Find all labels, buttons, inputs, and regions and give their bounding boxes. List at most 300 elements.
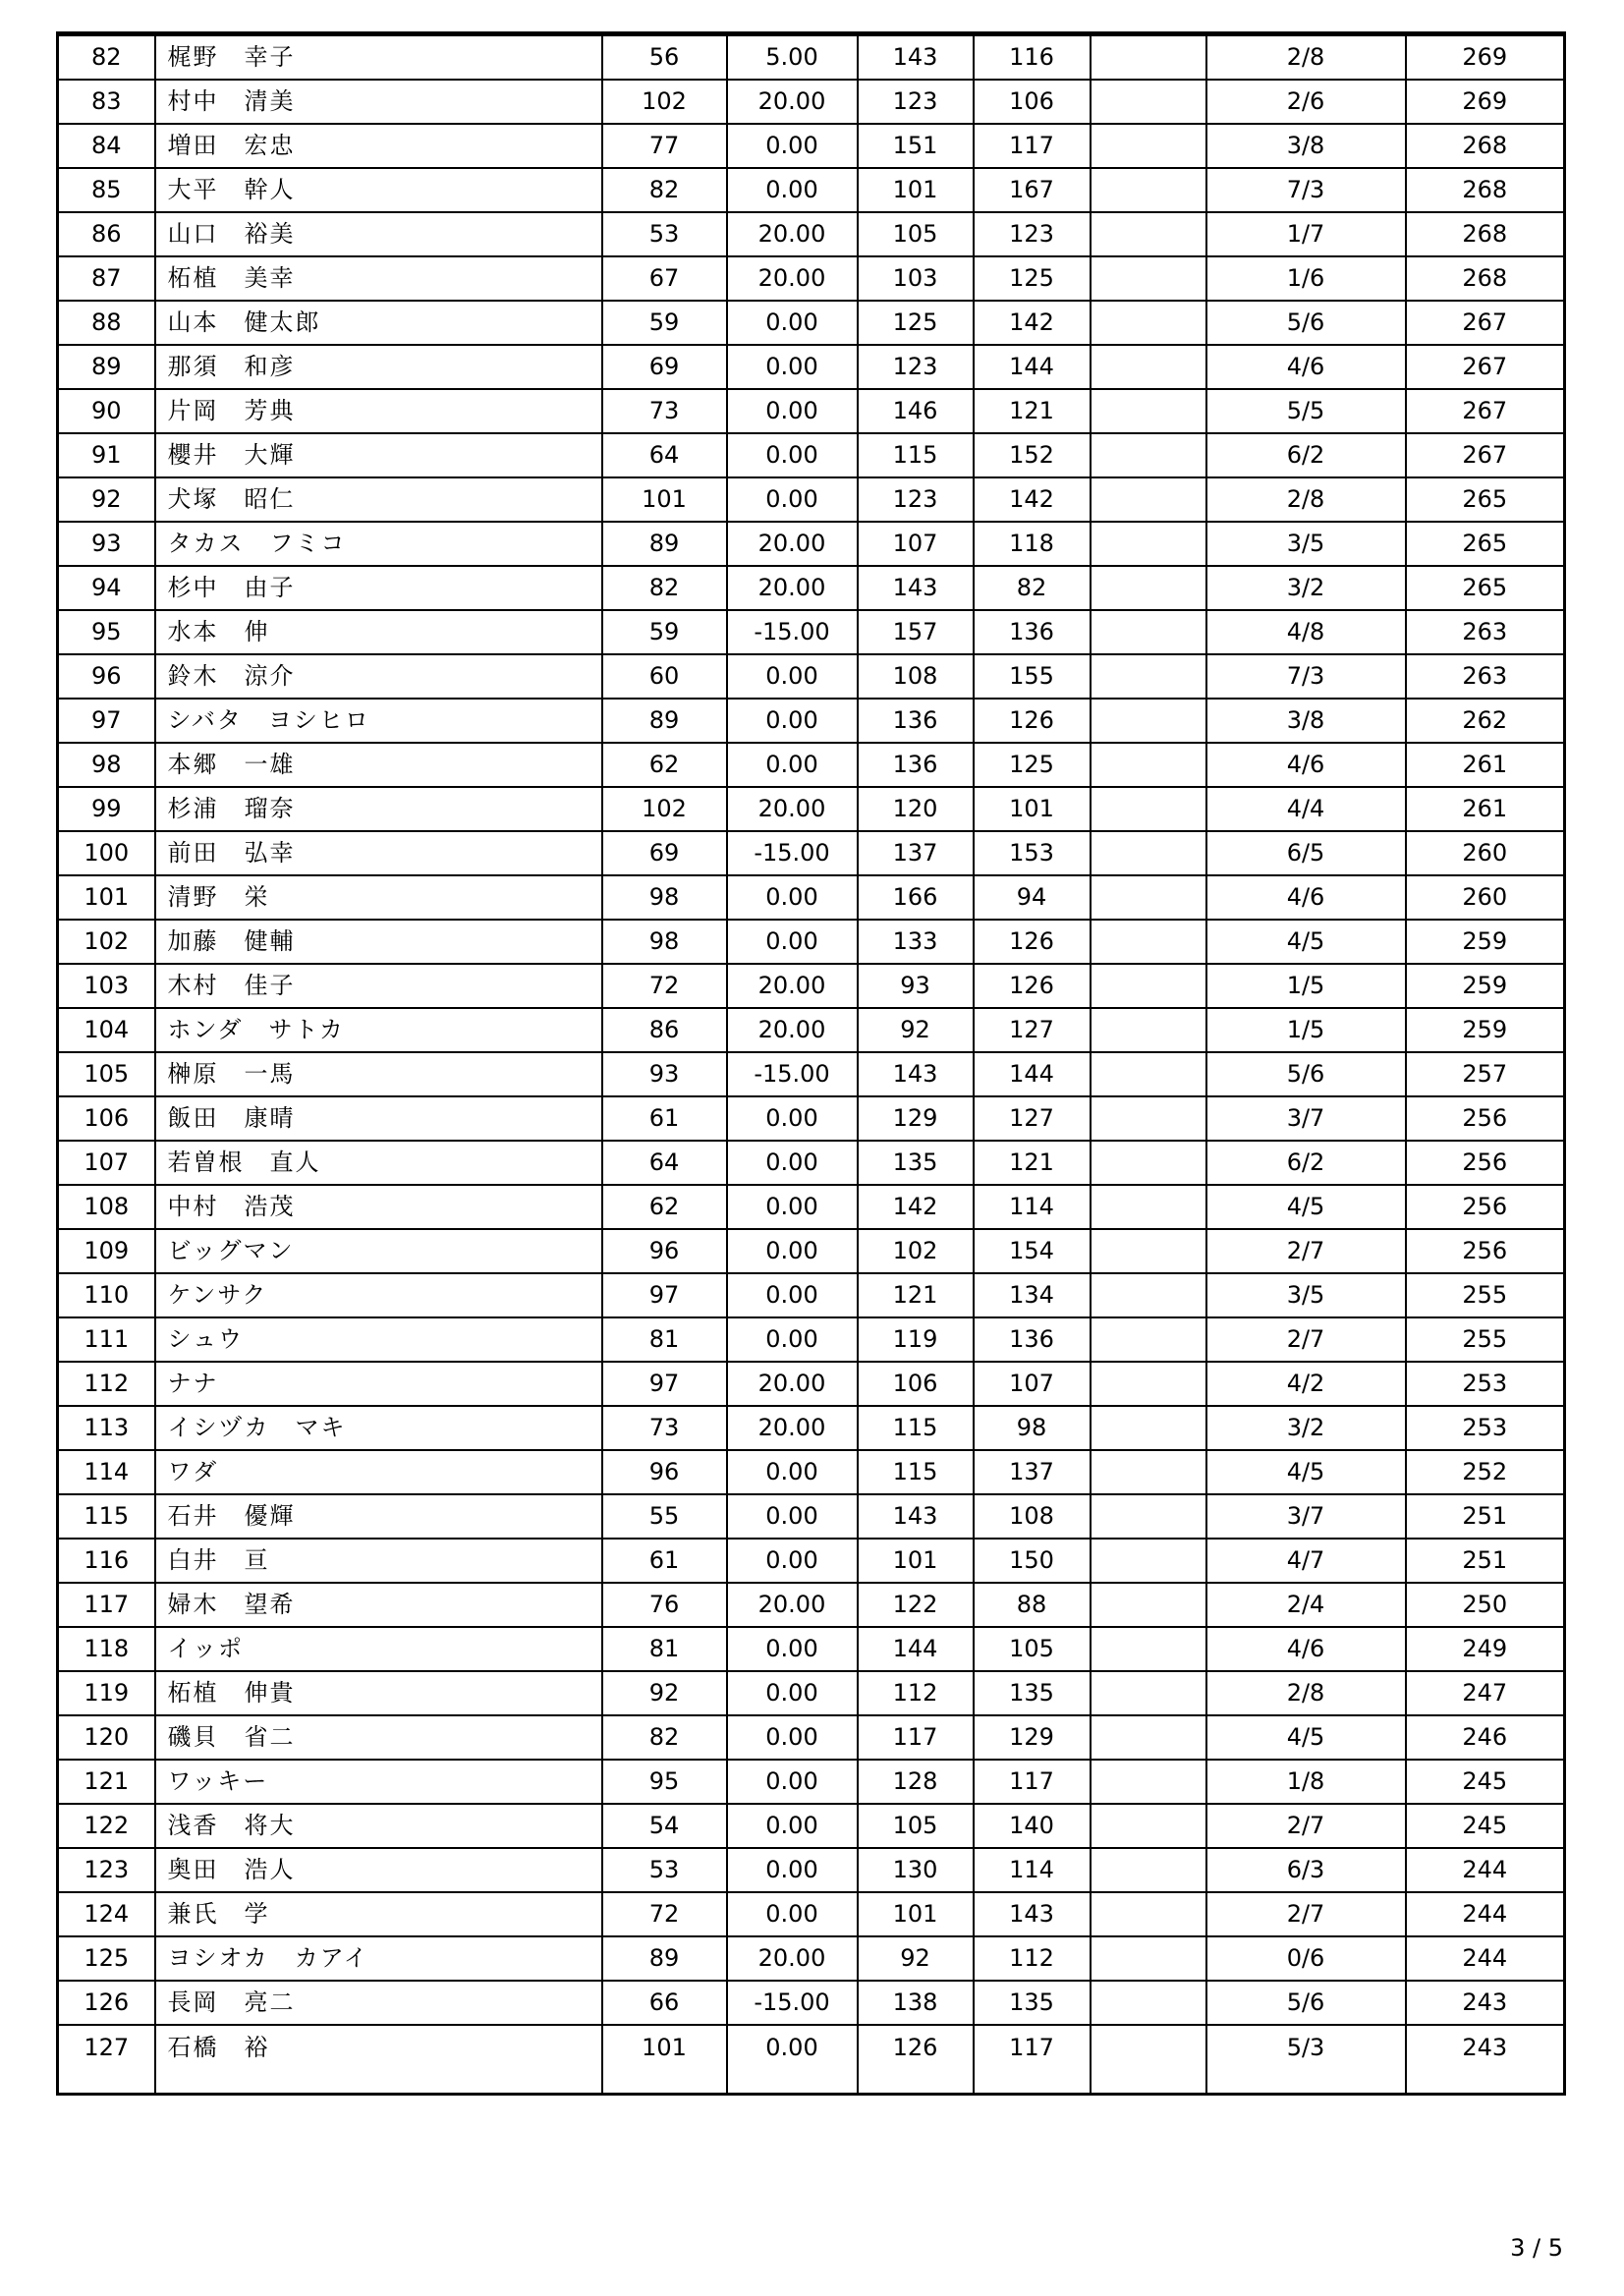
score-a-cell: 76	[602, 1583, 727, 1627]
score-c-cell: 105	[858, 1804, 974, 1848]
table-body	[58, 34, 1565, 2095]
table-row	[58, 566, 1565, 610]
blank-cell	[1091, 34, 1206, 81]
total-cell: 244	[1406, 1848, 1565, 1892]
score-c-cell: 123	[858, 477, 974, 522]
total-cell: 263	[1406, 610, 1565, 654]
score-a-cell: 101	[602, 477, 727, 522]
name-cell: 梶野 幸子	[155, 34, 602, 81]
ratio-cell: 5/6	[1206, 301, 1406, 345]
score-a-cell: 53	[602, 212, 727, 256]
name-cell: シュウ	[155, 1317, 602, 1362]
rank-cell: 113	[58, 1406, 155, 1450]
ratio-cell: 4/2	[1206, 1362, 1406, 1406]
score-a-cell: 82	[602, 168, 727, 212]
table-row	[58, 477, 1565, 522]
handicap-cell: 0.00	[727, 1317, 858, 1362]
rank-cell: 102	[58, 920, 155, 964]
handicap-cell: 0.00	[727, 389, 858, 433]
table-row	[58, 1317, 1565, 1362]
score-c-cell: 123	[858, 80, 974, 124]
total-cell: 267	[1406, 389, 1565, 433]
score-a-cell: 54	[602, 1804, 727, 1848]
score-c-cell: 115	[858, 1450, 974, 1494]
ratio-cell: 2/8	[1206, 477, 1406, 522]
score-a-cell: 98	[602, 875, 727, 920]
handicap-cell: 0.00	[727, 743, 858, 787]
handicap-cell: 0.00	[727, 345, 858, 389]
total-cell: 251	[1406, 1539, 1565, 1583]
blank-cell	[1091, 1804, 1206, 1848]
handicap-cell: -15.00	[727, 1981, 858, 2025]
score-d-cell: 154	[974, 1229, 1091, 1273]
blank-cell	[1091, 477, 1206, 522]
blank-cell	[1091, 787, 1206, 831]
blank-cell	[1091, 831, 1206, 875]
table-row	[58, 920, 1565, 964]
total-cell: 250	[1406, 1583, 1565, 1627]
ratio-cell: 4/7	[1206, 1539, 1406, 1583]
score-c-cell: 126	[858, 2025, 974, 2095]
score-a-cell: 59	[602, 301, 727, 345]
table-row	[58, 654, 1565, 699]
ratio-cell: 4/5	[1206, 1450, 1406, 1494]
score-a-cell: 59	[602, 610, 727, 654]
blank-cell	[1091, 124, 1206, 168]
name-cell: 鈴木 涼介	[155, 654, 602, 699]
score-d-cell: 143	[974, 1892, 1091, 1936]
score-c-cell: 102	[858, 1229, 974, 1273]
name-cell: ヨシオカ カアイ	[155, 1936, 602, 1981]
blank-cell	[1091, 1317, 1206, 1362]
total-cell: 265	[1406, 477, 1565, 522]
name-cell: 磯貝 省二	[155, 1715, 602, 1760]
ratio-cell: 3/8	[1206, 124, 1406, 168]
handicap-cell: 0.00	[727, 1671, 858, 1715]
score-c-cell: 101	[858, 168, 974, 212]
ratio-cell: 4/5	[1206, 1715, 1406, 1760]
ratio-cell: 4/6	[1206, 743, 1406, 787]
score-c-cell: 122	[858, 1583, 974, 1627]
blank-cell	[1091, 2025, 1206, 2095]
ratio-cell: 2/4	[1206, 1583, 1406, 1627]
name-cell: 前田 弘幸	[155, 831, 602, 875]
ratio-cell: 7/3	[1206, 168, 1406, 212]
score-c-cell: 93	[858, 964, 974, 1008]
rank-cell: 100	[58, 831, 155, 875]
total-cell: 255	[1406, 1273, 1565, 1317]
score-c-cell: 143	[858, 566, 974, 610]
rank-cell: 98	[58, 743, 155, 787]
score-a-cell: 69	[602, 345, 727, 389]
score-c-cell: 103	[858, 256, 974, 301]
handicap-cell: 0.00	[727, 1627, 858, 1671]
total-cell: 243	[1406, 2025, 1565, 2095]
name-cell: 大平 幹人	[155, 168, 602, 212]
blank-cell	[1091, 1981, 1206, 2025]
score-d-cell: 112	[974, 1936, 1091, 1981]
rank-cell: 94	[58, 566, 155, 610]
score-c-cell: 101	[858, 1539, 974, 1583]
rank-cell: 114	[58, 1450, 155, 1494]
blank-cell	[1091, 80, 1206, 124]
name-cell: ワダ	[155, 1450, 602, 1494]
name-cell: 清野 栄	[155, 875, 602, 920]
score-d-cell: 106	[974, 80, 1091, 124]
name-cell: 木村 佳子	[155, 964, 602, 1008]
name-cell: ビッグマン	[155, 1229, 602, 1273]
total-cell: 259	[1406, 920, 1565, 964]
rank-cell: 99	[58, 787, 155, 831]
rank-cell: 91	[58, 433, 155, 477]
rank-cell: 115	[58, 1494, 155, 1539]
total-cell: 252	[1406, 1450, 1565, 1494]
score-c-cell: 106	[858, 1362, 974, 1406]
total-cell: 249	[1406, 1627, 1565, 1671]
blank-cell	[1091, 1096, 1206, 1141]
rank-cell: 110	[58, 1273, 155, 1317]
handicap-cell: 0.00	[727, 1715, 858, 1760]
total-cell: 247	[1406, 1671, 1565, 1715]
score-c-cell: 123	[858, 345, 974, 389]
total-cell: 256	[1406, 1096, 1565, 1141]
score-d-cell: 117	[974, 124, 1091, 168]
score-a-cell: 81	[602, 1627, 727, 1671]
score-c-cell: 92	[858, 1936, 974, 1981]
ratio-cell: 3/5	[1206, 522, 1406, 566]
total-cell: 268	[1406, 124, 1565, 168]
handicap-cell: 20.00	[727, 1583, 858, 1627]
score-a-cell: 53	[602, 1848, 727, 1892]
ratio-cell: 3/7	[1206, 1494, 1406, 1539]
score-c-cell: 115	[858, 1406, 974, 1450]
score-d-cell: 105	[974, 1627, 1091, 1671]
handicap-cell: 0.00	[727, 1892, 858, 1936]
score-d-cell: 121	[974, 1141, 1091, 1185]
score-c-cell: 121	[858, 1273, 974, 1317]
blank-cell	[1091, 1715, 1206, 1760]
rank-cell: 95	[58, 610, 155, 654]
total-cell: 253	[1406, 1406, 1565, 1450]
score-d-cell: 144	[974, 345, 1091, 389]
table-row	[58, 1715, 1565, 1760]
score-c-cell: 129	[858, 1096, 974, 1141]
table-row	[58, 1008, 1565, 1052]
score-d-cell: 155	[974, 654, 1091, 699]
total-cell: 246	[1406, 1715, 1565, 1760]
total-cell: 260	[1406, 875, 1565, 920]
score-d-cell: 107	[974, 1362, 1091, 1406]
table-row	[58, 1273, 1565, 1317]
score-d-cell: 108	[974, 1494, 1091, 1539]
blank-cell	[1091, 1273, 1206, 1317]
total-cell: 251	[1406, 1494, 1565, 1539]
rank-cell: 120	[58, 1715, 155, 1760]
blank-cell	[1091, 1362, 1206, 1406]
score-a-cell: 102	[602, 787, 727, 831]
score-a-cell: 55	[602, 1494, 727, 1539]
score-a-cell: 97	[602, 1362, 727, 1406]
rank-cell: 89	[58, 345, 155, 389]
score-a-cell: 97	[602, 1273, 727, 1317]
table-row	[58, 875, 1565, 920]
table-row	[58, 1362, 1565, 1406]
rank-cell: 109	[58, 1229, 155, 1273]
table-row	[58, 743, 1565, 787]
blank-cell	[1091, 920, 1206, 964]
name-cell: 杉浦 瑠奈	[155, 787, 602, 831]
handicap-cell: 0.00	[727, 124, 858, 168]
score-d-cell: 126	[974, 699, 1091, 743]
name-cell: 若曽根 直人	[155, 1141, 602, 1185]
table-row	[58, 1936, 1565, 1981]
handicap-cell: 20.00	[727, 964, 858, 1008]
ratio-cell: 2/8	[1206, 1671, 1406, 1715]
rank-cell: 96	[58, 654, 155, 699]
handicap-cell: 20.00	[727, 1008, 858, 1052]
rank-cell: 97	[58, 699, 155, 743]
blank-cell	[1091, 1892, 1206, 1936]
blank-cell	[1091, 1583, 1206, 1627]
handicap-cell: -15.00	[727, 610, 858, 654]
name-cell: 柘植 伸貴	[155, 1671, 602, 1715]
score-c-cell: 143	[858, 1494, 974, 1539]
score-d-cell: 127	[974, 1008, 1091, 1052]
score-d-cell: 121	[974, 389, 1091, 433]
score-d-cell: 136	[974, 610, 1091, 654]
score-a-cell: 67	[602, 256, 727, 301]
blank-cell	[1091, 654, 1206, 699]
score-d-cell: 129	[974, 1715, 1091, 1760]
results-table	[56, 31, 1566, 2096]
score-a-cell: 86	[602, 1008, 727, 1052]
table-row	[58, 1583, 1565, 1627]
score-d-cell: 114	[974, 1185, 1091, 1229]
table-row	[58, 1229, 1565, 1273]
score-a-cell: 89	[602, 1936, 727, 1981]
score-d-cell: 116	[974, 34, 1091, 81]
rank-cell: 124	[58, 1892, 155, 1936]
name-cell: 婦木 望希	[155, 1583, 602, 1627]
blank-cell	[1091, 389, 1206, 433]
handicap-cell: 0.00	[727, 1494, 858, 1539]
rank-cell: 121	[58, 1760, 155, 1804]
score-c-cell: 166	[858, 875, 974, 920]
ratio-cell: 4/5	[1206, 1185, 1406, 1229]
rank-cell: 112	[58, 1362, 155, 1406]
ratio-cell: 1/5	[1206, 964, 1406, 1008]
rank-cell: 104	[58, 1008, 155, 1052]
name-cell: 飯田 康晴	[155, 1096, 602, 1141]
name-cell: 犬塚 昭仁	[155, 477, 602, 522]
ratio-cell: 3/5	[1206, 1273, 1406, 1317]
score-d-cell: 118	[974, 522, 1091, 566]
name-cell: 山本 健太郎	[155, 301, 602, 345]
ratio-cell: 4/4	[1206, 787, 1406, 831]
score-c-cell: 138	[858, 1981, 974, 2025]
rank-cell: 88	[58, 301, 155, 345]
handicap-cell: 5.00	[727, 34, 858, 81]
rank-cell: 119	[58, 1671, 155, 1715]
score-a-cell: 72	[602, 1892, 727, 1936]
rank-cell: 82	[58, 34, 155, 81]
handicap-cell: 0.00	[727, 1450, 858, 1494]
rank-cell: 93	[58, 522, 155, 566]
score-a-cell: 95	[602, 1760, 727, 1804]
rank-cell: 83	[58, 80, 155, 124]
rank-cell: 122	[58, 1804, 155, 1848]
table-row	[58, 124, 1565, 168]
name-cell: 長岡 亮二	[155, 1981, 602, 2025]
rank-cell: 106	[58, 1096, 155, 1141]
name-cell: 杉中 由子	[155, 566, 602, 610]
blank-cell	[1091, 1052, 1206, 1096]
score-d-cell: 140	[974, 1804, 1091, 1848]
score-d-cell: 127	[974, 1096, 1091, 1141]
score-a-cell: 64	[602, 433, 727, 477]
score-c-cell: 143	[858, 34, 974, 81]
total-cell: 256	[1406, 1185, 1565, 1229]
total-cell: 245	[1406, 1760, 1565, 1804]
score-c-cell: 151	[858, 124, 974, 168]
score-d-cell: 114	[974, 1848, 1091, 1892]
name-cell: 浅香 将大	[155, 1804, 602, 1848]
ratio-cell: 4/6	[1206, 875, 1406, 920]
total-cell: 267	[1406, 301, 1565, 345]
score-d-cell: 98	[974, 1406, 1091, 1450]
blank-cell	[1091, 256, 1206, 301]
results-sheet	[56, 31, 1563, 2096]
handicap-cell: 0.00	[727, 1273, 858, 1317]
blank-cell	[1091, 433, 1206, 477]
score-a-cell: 69	[602, 831, 727, 875]
score-a-cell: 102	[602, 80, 727, 124]
name-cell: ケンサク	[155, 1273, 602, 1317]
name-cell: 榊原 一馬	[155, 1052, 602, 1096]
name-cell: シバタ ヨシヒロ	[155, 699, 602, 743]
score-d-cell: 94	[974, 875, 1091, 920]
blank-cell	[1091, 1936, 1206, 1981]
ratio-cell: 1/6	[1206, 256, 1406, 301]
score-c-cell: 142	[858, 1185, 974, 1229]
handicap-cell: 0.00	[727, 1804, 858, 1848]
ratio-cell: 6/2	[1206, 1141, 1406, 1185]
score-c-cell: 107	[858, 522, 974, 566]
handicap-cell: 20.00	[727, 1406, 858, 1450]
blank-cell	[1091, 168, 1206, 212]
ratio-cell: 2/6	[1206, 80, 1406, 124]
handicap-cell: 0.00	[727, 477, 858, 522]
score-d-cell: 167	[974, 168, 1091, 212]
score-a-cell: 82	[602, 1715, 727, 1760]
total-cell: 265	[1406, 566, 1565, 610]
score-c-cell: 101	[858, 1892, 974, 1936]
blank-cell	[1091, 212, 1206, 256]
name-cell: 石橋 裕	[155, 2025, 602, 2095]
blank-cell	[1091, 610, 1206, 654]
name-cell: 本郷 一雄	[155, 743, 602, 787]
handicap-cell: -15.00	[727, 831, 858, 875]
table-row	[58, 1052, 1565, 1096]
name-cell: 那須 和彦	[155, 345, 602, 389]
table-row	[58, 212, 1565, 256]
table-row	[58, 1892, 1565, 1936]
score-a-cell: 96	[602, 1450, 727, 1494]
total-cell: 268	[1406, 212, 1565, 256]
handicap-cell: 0.00	[727, 920, 858, 964]
ratio-cell: 4/6	[1206, 1627, 1406, 1671]
score-c-cell: 119	[858, 1317, 974, 1362]
score-d-cell: 123	[974, 212, 1091, 256]
score-a-cell: 89	[602, 699, 727, 743]
ratio-cell: 1/7	[1206, 212, 1406, 256]
score-d-cell: 137	[974, 1450, 1091, 1494]
score-d-cell: 134	[974, 1273, 1091, 1317]
score-a-cell: 56	[602, 34, 727, 81]
score-d-cell: 125	[974, 256, 1091, 301]
score-d-cell: 117	[974, 2025, 1091, 2095]
total-cell: 253	[1406, 1362, 1565, 1406]
total-cell: 261	[1406, 743, 1565, 787]
rank-cell: 92	[58, 477, 155, 522]
rank-cell: 90	[58, 389, 155, 433]
ratio-cell: 4/8	[1206, 610, 1406, 654]
name-cell: 増田 宏忠	[155, 124, 602, 168]
rank-cell: 87	[58, 256, 155, 301]
handicap-cell: 0.00	[727, 2025, 858, 2095]
total-cell: 268	[1406, 168, 1565, 212]
total-cell: 244	[1406, 1892, 1565, 1936]
score-c-cell: 157	[858, 610, 974, 654]
score-d-cell: 152	[974, 433, 1091, 477]
score-a-cell: 61	[602, 1096, 727, 1141]
handicap-cell: 0.00	[727, 654, 858, 699]
rank-cell: 85	[58, 168, 155, 212]
score-d-cell: 88	[974, 1583, 1091, 1627]
score-a-cell: 72	[602, 964, 727, 1008]
score-a-cell: 66	[602, 1981, 727, 2025]
blank-cell	[1091, 1671, 1206, 1715]
name-cell: 山口 裕美	[155, 212, 602, 256]
ratio-cell: 2/7	[1206, 1804, 1406, 1848]
blank-cell	[1091, 1848, 1206, 1892]
name-cell: ホンダ サトカ	[155, 1008, 602, 1052]
rank-cell: 127	[58, 2025, 155, 2095]
total-cell: 265	[1406, 522, 1565, 566]
ratio-cell: 5/5	[1206, 389, 1406, 433]
table-row	[58, 1627, 1565, 1671]
handicap-cell: 0.00	[727, 1141, 858, 1185]
name-cell: 加藤 健輔	[155, 920, 602, 964]
name-cell: 兼氏 学	[155, 1892, 602, 1936]
blank-cell	[1091, 1229, 1206, 1273]
handicap-cell: 20.00	[727, 1936, 858, 1981]
ratio-cell: 1/8	[1206, 1760, 1406, 1804]
score-c-cell: 130	[858, 1848, 974, 1892]
table-row	[58, 34, 1565, 81]
handicap-cell: 0.00	[727, 699, 858, 743]
score-a-cell: 73	[602, 389, 727, 433]
handicap-cell: 0.00	[727, 433, 858, 477]
table-row	[58, 1141, 1565, 1185]
ratio-cell: 6/5	[1206, 831, 1406, 875]
score-d-cell: 117	[974, 1760, 1091, 1804]
score-c-cell: 143	[858, 1052, 974, 1096]
blank-cell	[1091, 301, 1206, 345]
ratio-cell: 7/3	[1206, 654, 1406, 699]
name-cell: 白井 亘	[155, 1539, 602, 1583]
ratio-cell: 3/2	[1206, 1406, 1406, 1450]
